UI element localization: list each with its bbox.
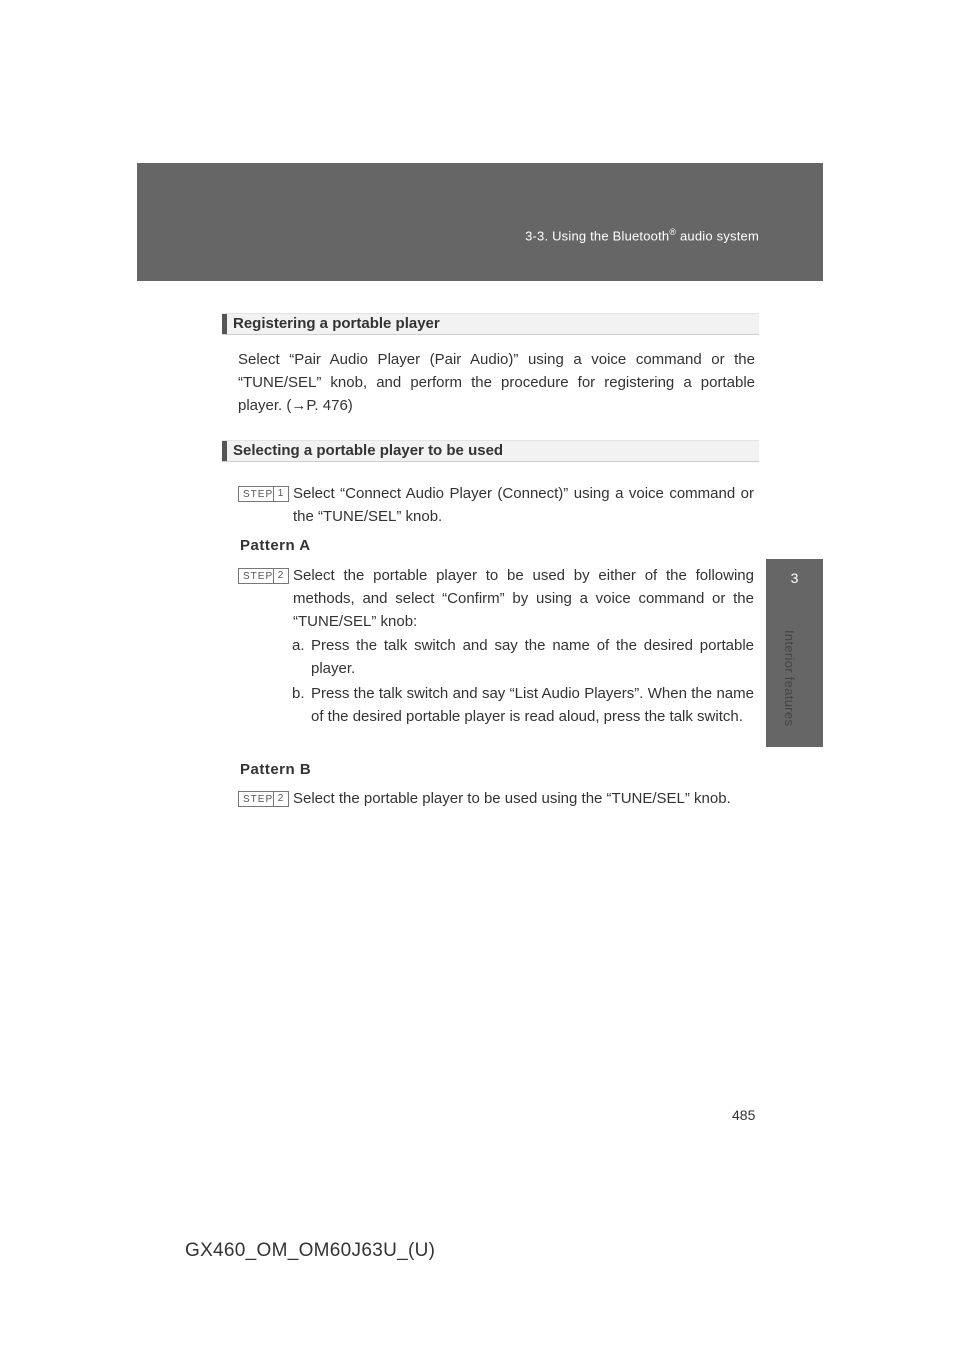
step-badge-word: STEP (243, 793, 274, 805)
section-title-suffix: audio system (676, 228, 759, 244)
list-item-text: Press the talk switch and say the name of the desired portable player. (311, 637, 754, 677)
section-heading-text: Selecting a portable player to be used (233, 442, 504, 459)
section-title-prefix: 3-3. Using the Bluetooth (525, 228, 670, 244)
section-heading-registering (222, 313, 759, 335)
pattern-b-label: Pattern B (240, 761, 312, 778)
chapter-number: 3 (790, 570, 799, 586)
step-2a-text: Select the portable player to be used by either of the following methods, and select “Confirm” by using a voice command or the “TUNE/SEL” knob: (293, 567, 754, 630)
pattern-a-label: Pattern A (240, 537, 311, 554)
registered-mark: ® (669, 227, 677, 237)
step-badge-2b (238, 791, 289, 807)
list-item (292, 634, 754, 680)
step-badge-number: 2 (273, 792, 288, 806)
list-item (292, 682, 754, 728)
list-marker: a. (292, 637, 305, 654)
page-number: 485 (732, 1107, 756, 1123)
chapter-header (137, 163, 823, 281)
chapter-label: Interior features (782, 630, 797, 727)
heading-bar (222, 314, 227, 334)
section-heading-selecting (222, 440, 759, 462)
step-badge-number: 1 (273, 487, 288, 501)
step-badge-2a (238, 568, 289, 584)
step-badge-word: STEP (243, 488, 274, 500)
list-item-text: Press the talk switch and say “List Audio Players”. When the name of the desired portable player is read aloud, press the talk switch. (311, 685, 754, 725)
step-2b-text: Select the portable player to be used using the “TUNE/SEL” knob. (293, 790, 731, 807)
document-code: GX460_OM_OM60J63U_(U) (185, 1240, 436, 1261)
step-1-text: Select “Connect Audio Player (Connect)” using a voice command or the “TUNE/SEL” knob. (293, 485, 754, 525)
heading-bar (222, 441, 227, 461)
registering-paragraph: Select “Pair Audio Player (Pair Audio)” using a voice command or the “TUNE/SEL” knob, and perform the procedure for registering a portable player. (→P. 476) (238, 351, 755, 414)
section-heading-text: Registering a portable player (233, 315, 440, 332)
step-badge-word: STEP (243, 570, 274, 582)
list-marker: b. (292, 685, 305, 702)
section-title (525, 227, 759, 243)
step-badge-number: 2 (273, 569, 288, 583)
step-badge-1 (238, 486, 289, 502)
